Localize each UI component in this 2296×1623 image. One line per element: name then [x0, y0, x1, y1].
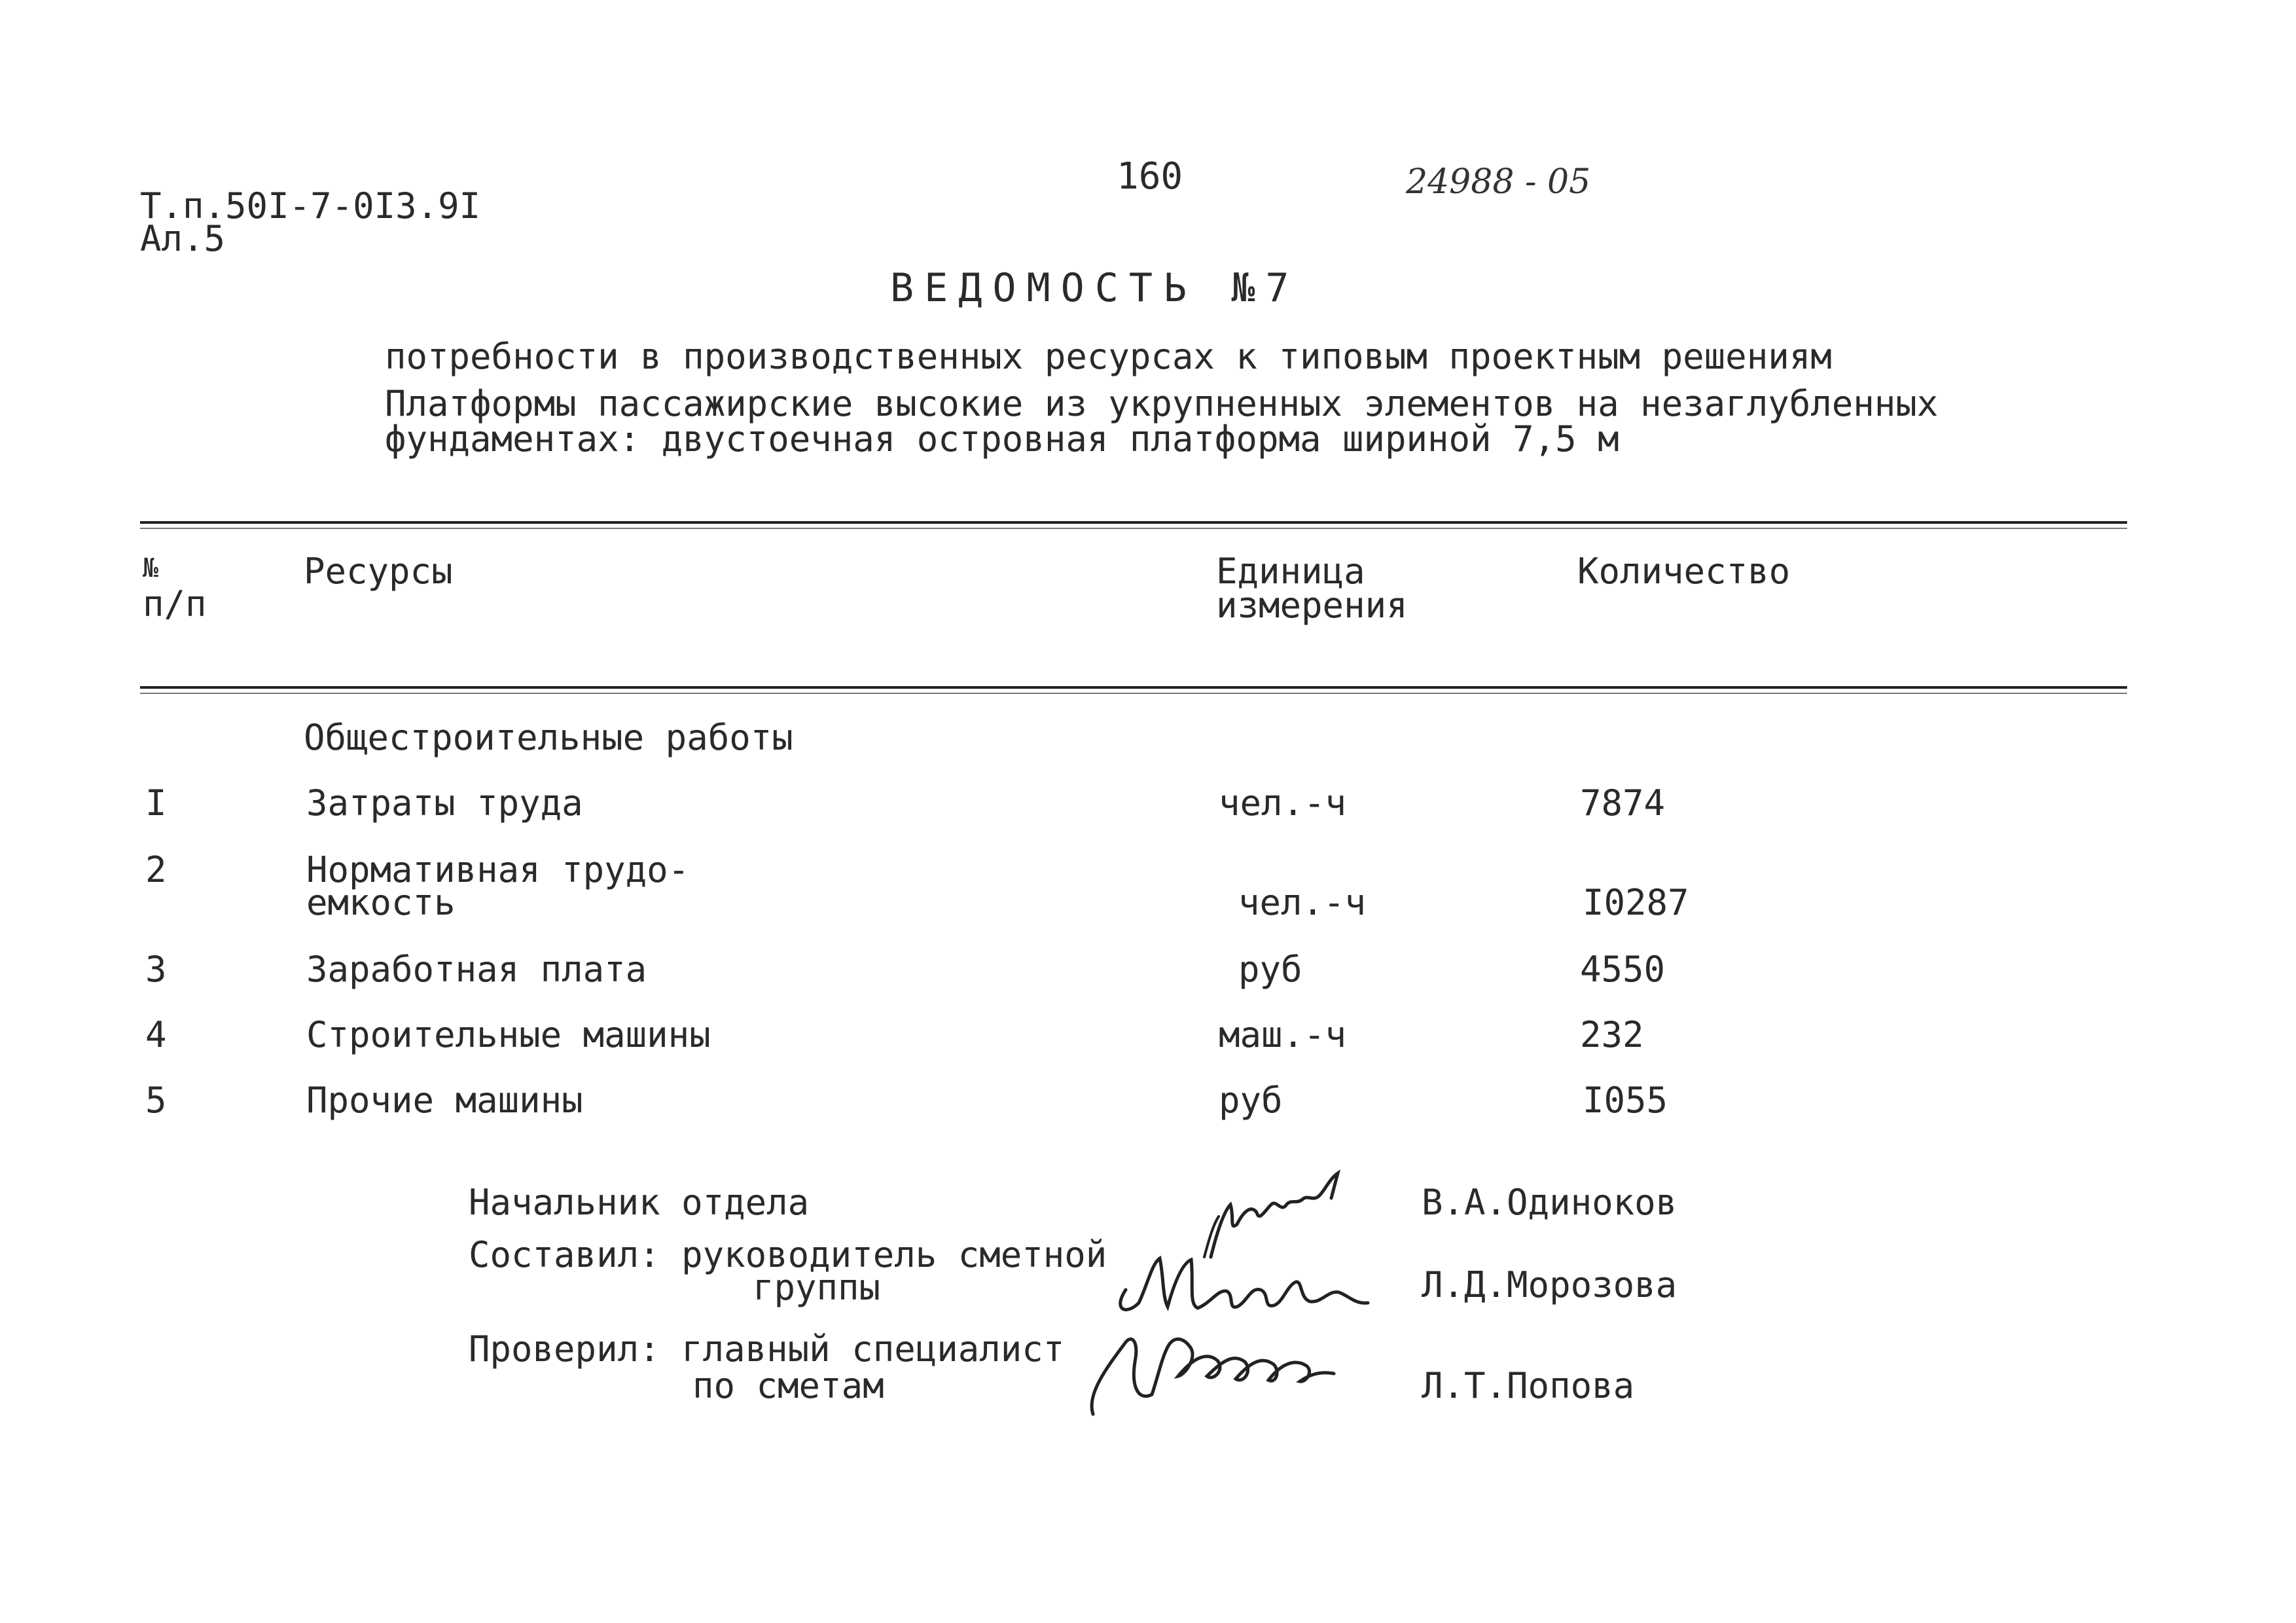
row-quantity: 7874: [1580, 782, 1666, 824]
signer-role: Проверил: главный специалист: [469, 1328, 1065, 1370]
signer-name: Л.Т.Попова: [1422, 1365, 1635, 1406]
table-header-rule: [140, 686, 2127, 689]
column-quantity-label: Количество: [1577, 551, 1791, 592]
column-resource-label: Ресурсы: [304, 551, 453, 592]
table-header-rule-inner: [140, 693, 2127, 694]
row-number: 3: [145, 949, 167, 990]
row-resource-line-2: емкость: [306, 882, 456, 923]
album-number: Ал.5: [140, 218, 226, 259]
row-quantity: I0287: [1583, 882, 1689, 923]
column-unit-label-2: измерения: [1216, 585, 1408, 626]
signer-role: Начальник отдела: [469, 1182, 810, 1223]
row-number: I: [145, 782, 167, 824]
row-unit: маш.-ч: [1219, 1014, 1347, 1055]
signer-role-line-2: по сметам: [692, 1365, 884, 1406]
title-line-1: потребности в производственных ресурсах к типовым проектным решениям: [385, 336, 1832, 377]
page-number: 160: [1117, 155, 1183, 198]
document-heading: ВЕДОМОСТЬ №7: [890, 265, 1300, 311]
table-top-rule: [140, 521, 2127, 524]
row-quantity: 232: [1580, 1014, 1644, 1055]
row-number: 4: [145, 1014, 167, 1055]
row-resource: Строительные машины: [306, 1014, 711, 1055]
signer-role-line-2: группы: [753, 1267, 881, 1308]
title-line-2: Платформы пассажирские высокие из укрупненных элементов на незаглубленных: [385, 383, 1939, 424]
row-quantity: 4550: [1580, 949, 1666, 990]
doc-code: Т.п.50I-7-0I3.9I: [140, 185, 481, 227]
row-resource: Заработная плата: [306, 949, 647, 990]
signer-name: В.А.Одиноков: [1422, 1182, 1677, 1223]
row-number: 2: [145, 849, 167, 890]
column-num-label: п/п: [143, 583, 207, 625]
title-line-3: фундаментах: двустоечная островная платформа шириной 7,5 м: [385, 418, 1619, 460]
row-resource: Затраты труда: [306, 782, 583, 824]
row-unit: руб: [1219, 1080, 1283, 1121]
row-unit: чел.-ч: [1238, 882, 1367, 923]
row-unit: руб: [1238, 949, 1302, 990]
row-resource-line-1: Нормативная трудо-: [306, 849, 690, 890]
table-top-rule-inner: [140, 528, 2127, 529]
archive-number: 24988 - 05: [1406, 162, 1591, 202]
row-number: 5: [145, 1080, 167, 1121]
column-unit-label-1: Единица: [1216, 551, 1365, 592]
row-quantity: I055: [1583, 1080, 1668, 1121]
row-unit: чел.-ч: [1219, 782, 1347, 824]
column-num-symbol: №: [143, 553, 159, 583]
signer-role: Составил: руководитель сметной: [469, 1234, 1107, 1275]
signature-popova: [1080, 1316, 1355, 1427]
section-title: Общестроительные работы: [304, 717, 793, 758]
signer-name: Л.Д.Морозова: [1422, 1264, 1677, 1305]
row-resource: Прочие машины: [306, 1080, 583, 1121]
